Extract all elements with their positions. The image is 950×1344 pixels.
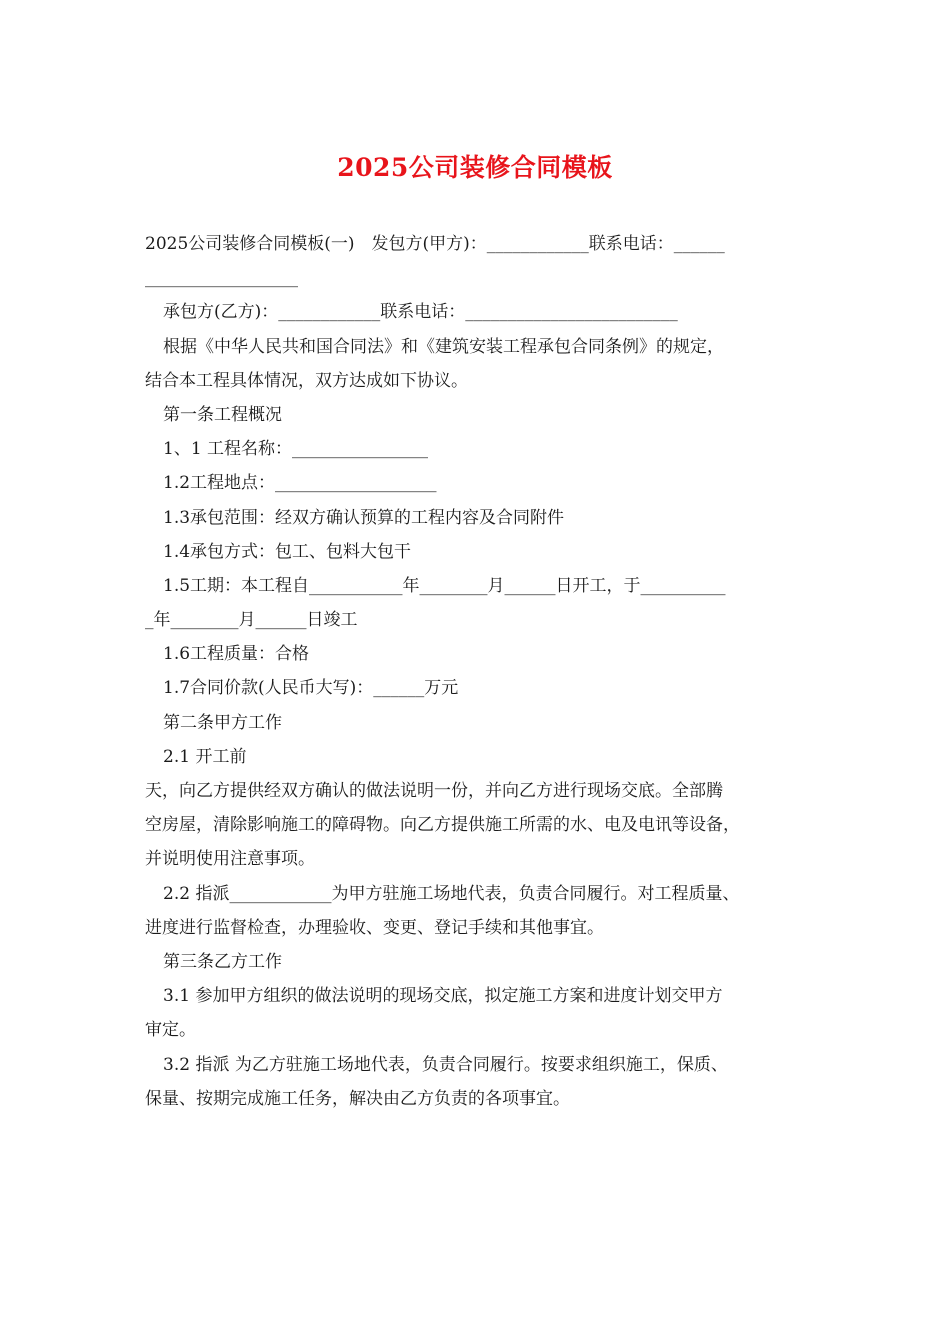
text-line: 3.2 指派 为乙方驻施工场地代表，负责合同履行。按要求组织施工，保质、 xyxy=(163,1054,728,1075)
section-heading: 第三条乙方工作 xyxy=(163,951,282,972)
text-line: 承包方(乙方)：____________联系电话：_________________________ xyxy=(163,302,678,323)
text-line: 2.2 指派____________为甲方驻施工场地代表，负责合同履行。对工程质量、 xyxy=(163,883,740,904)
document-title: 2025公司装修合同模板 xyxy=(337,153,613,182)
text-line: 1.3承包范围：经双方确认预算的工程内容及合同附件 xyxy=(163,507,565,528)
text-line: 保量、按期完成施工任务，解决由乙方负责的各项事宜。 xyxy=(145,1088,570,1109)
text-line: 1.6工程质量：合格 xyxy=(163,644,310,665)
text-line: 进度进行监督检查，办理验收、变更、登记手续和其他事宜。 xyxy=(145,917,604,938)
text-line: 结合本工程具体情况，双方达成如下协议。 xyxy=(145,370,468,391)
text-line: 空房屋，清除影响施工的障碍物。向乙方提供施工所需的水、电及电讯等设备， xyxy=(145,815,740,836)
text-line: 1.5工期：本工程自___________年________月______日开工，于__________ xyxy=(163,575,726,596)
text-line: 审定。 xyxy=(145,1020,196,1041)
document-body xyxy=(145,227,807,1116)
text-line: 1.2工程地点：___________________ xyxy=(163,473,437,494)
text-line: 1、1 工程名称：________________ xyxy=(163,439,429,460)
text-line: _年________月______日竣工 xyxy=(145,610,358,631)
text-line: 并说明使用注意事项。 xyxy=(145,849,315,870)
text-line: 天，向乙方提供经双方确认的做法说明一份，并向乙方进行现场交底。全部腾 xyxy=(145,781,723,801)
text-line: 2.1 开工前 xyxy=(163,746,247,767)
section-heading: 第一条工程概况 xyxy=(163,404,282,425)
text-line: 3.1 参加甲方组织的做法说明的现场交底，拟定施工方案和进度计划交甲方 xyxy=(163,986,723,1007)
text-line: 根据《中华人民共和国合同法》和《建筑安装工程承包合同条例》的规定， xyxy=(163,336,724,357)
text-line: 1.7合同价款(人民币大写)：______万元 xyxy=(163,678,459,699)
text-line: __________________ xyxy=(145,268,298,289)
text-line: 2025公司装修合同模板(一) 发包方(甲方)：____________联系电话：______ xyxy=(145,234,725,254)
section-heading: 第二条甲方工作 xyxy=(163,712,282,733)
text-line: 1.4承包方式：包工、包料大包干 xyxy=(163,541,412,562)
